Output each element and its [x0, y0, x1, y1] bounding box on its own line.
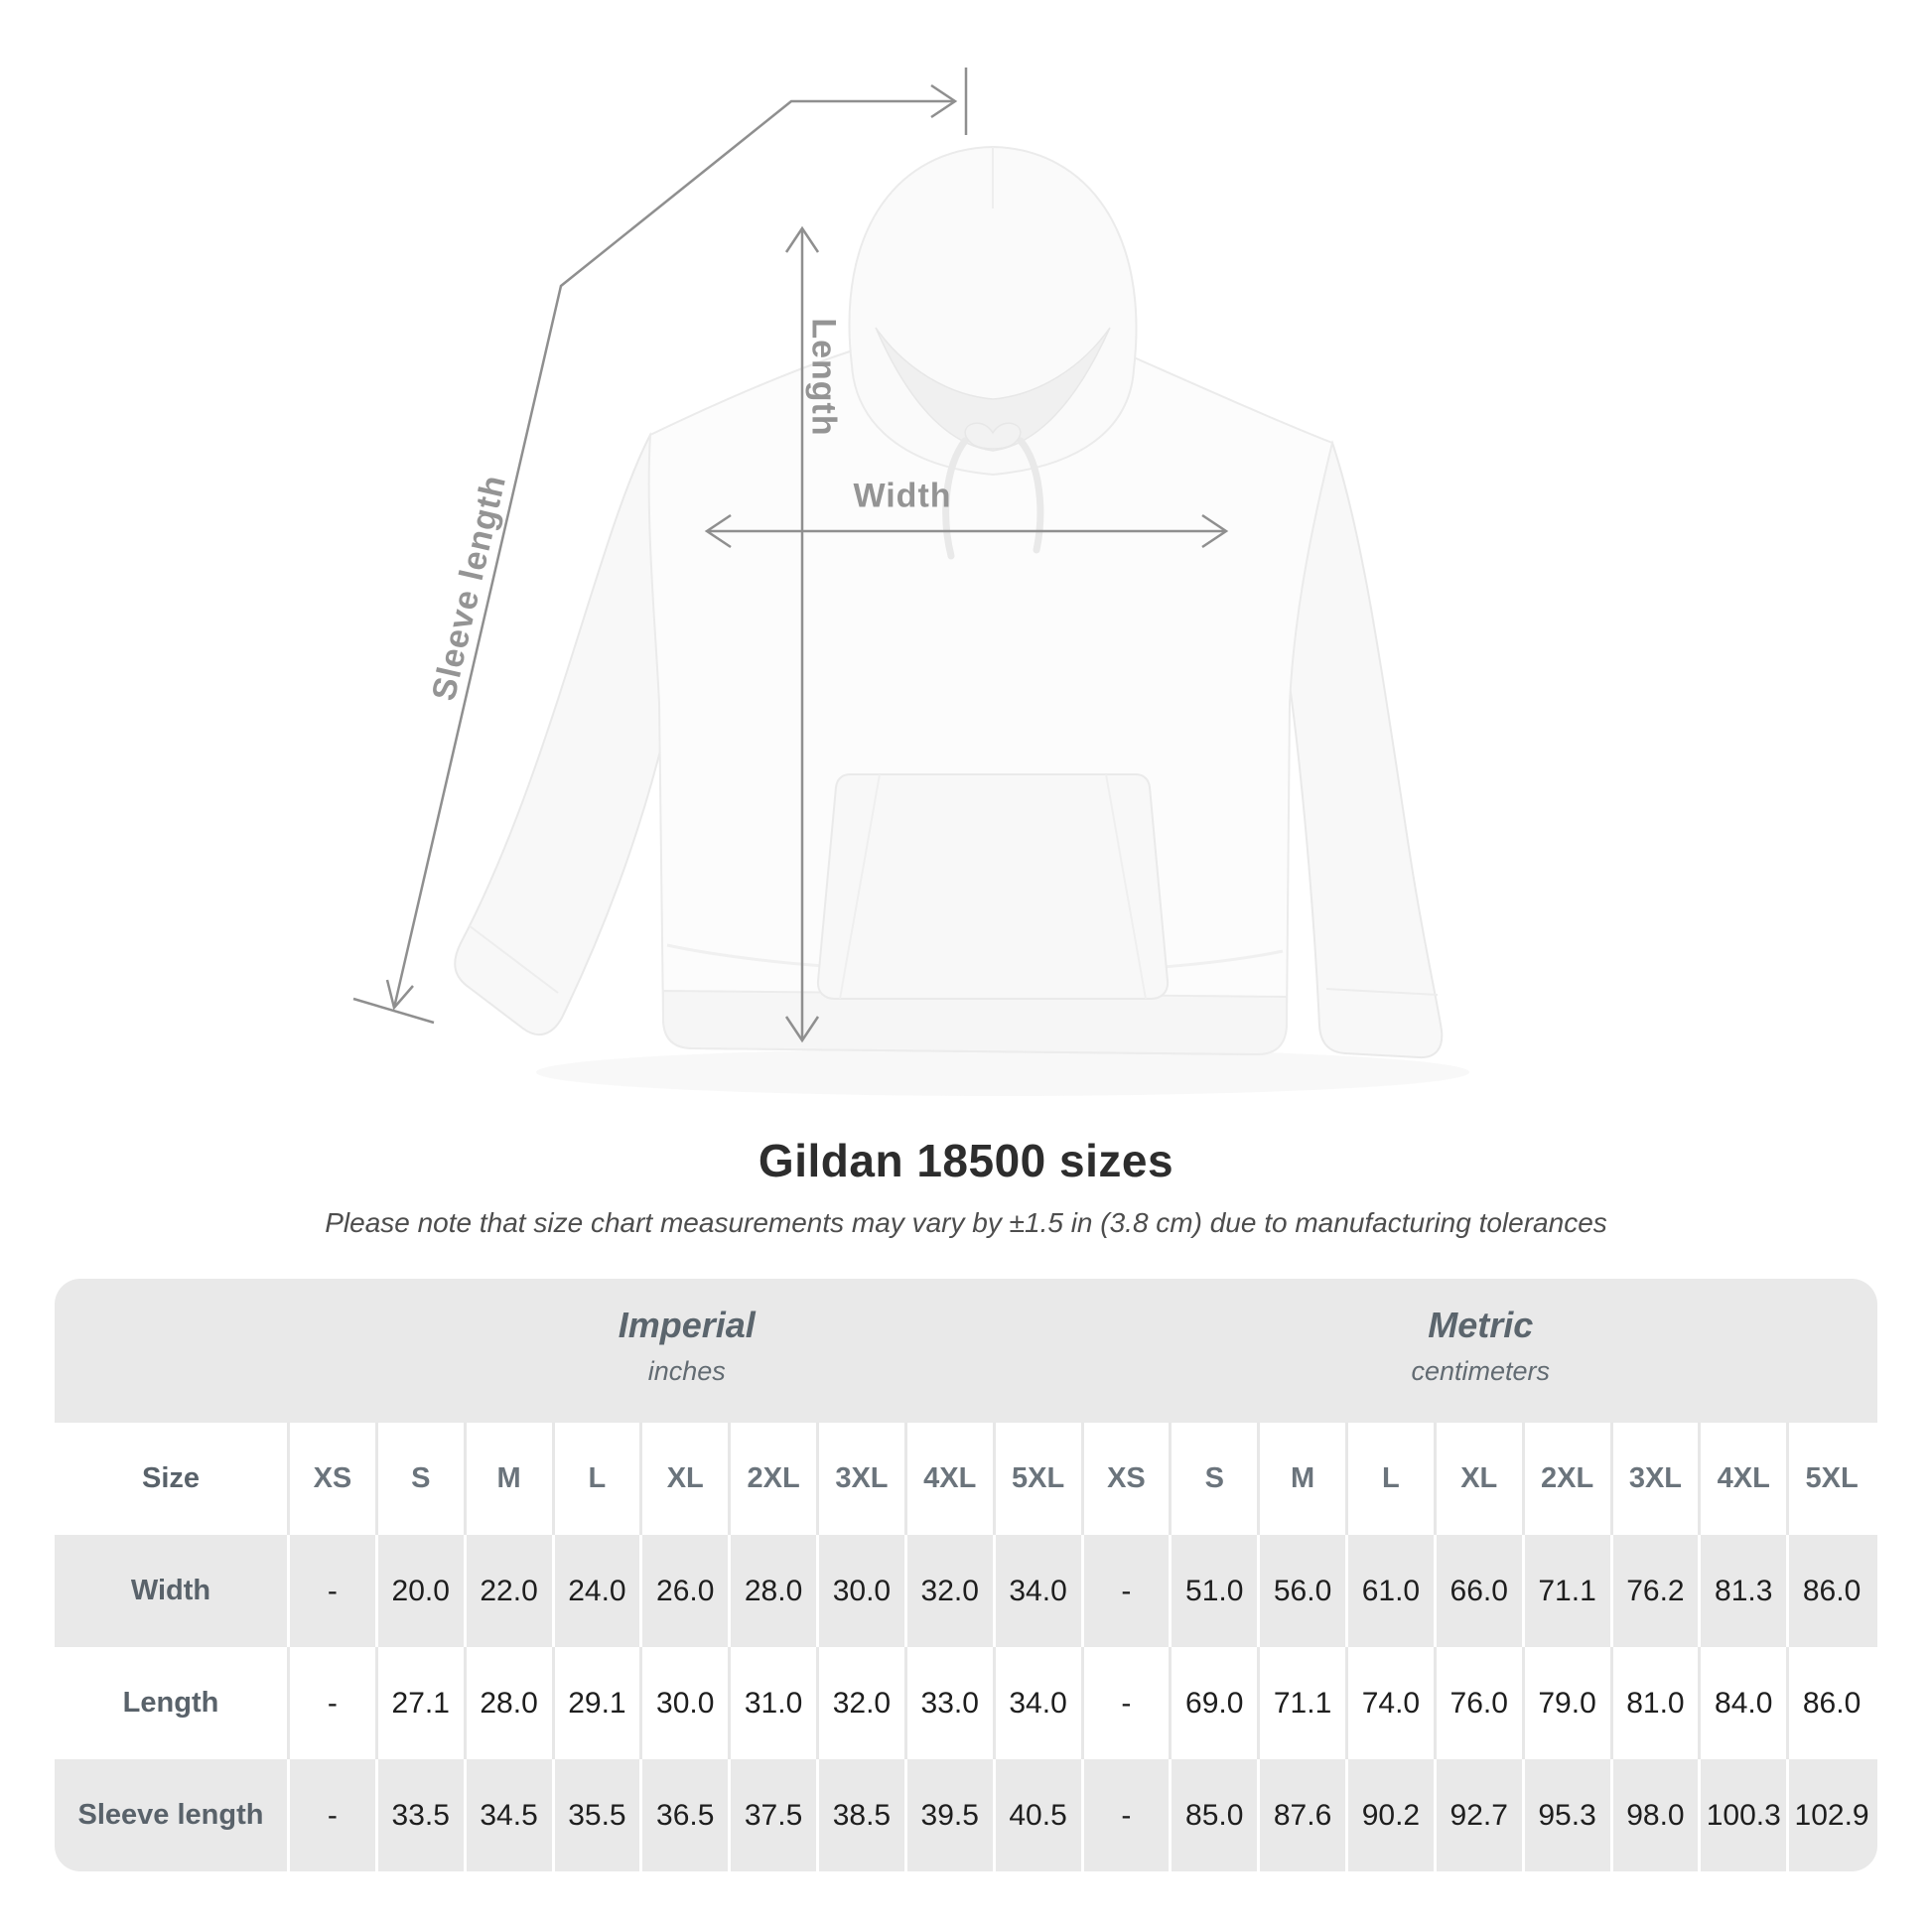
table-cell: 28.0: [467, 1647, 555, 1759]
width-measure-label: Width: [853, 477, 952, 515]
table-cell: 32.0: [907, 1535, 996, 1647]
page-subtitle: Please note that size chart measurements may vary by ±1.5 in (3.8 cm) due to manufacturing tolerances: [325, 1207, 1607, 1238]
table-cell: 92.7: [1437, 1759, 1525, 1871]
table-cell: 36.5: [642, 1759, 731, 1871]
table-cell: 32.0: [819, 1647, 907, 1759]
table-cell: 24.0: [555, 1535, 643, 1647]
size-header: XS: [290, 1423, 378, 1535]
table-cell: 39.5: [907, 1759, 996, 1871]
caption: [0, 1134, 1932, 1239]
table-cell: 81.0: [1613, 1647, 1702, 1759]
table-cell: 85.0: [1172, 1759, 1260, 1871]
table-cell: -: [1084, 1647, 1173, 1759]
table-cell: 35.5: [555, 1759, 643, 1871]
table-cell: 90.2: [1348, 1759, 1437, 1871]
page-title: Gildan 18500 sizes: [758, 1135, 1174, 1186]
unit-group-imperial: [290, 1279, 1084, 1387]
table-cell: 98.0: [1613, 1759, 1702, 1871]
size-header: M: [467, 1423, 555, 1535]
table-cell: 30.0: [642, 1647, 731, 1759]
table-cell: 33.5: [378, 1759, 467, 1871]
table-cell: -: [290, 1759, 378, 1871]
imperial-title: Imperial: [618, 1305, 756, 1345]
size-header: S: [1172, 1423, 1260, 1535]
table-cell: 86.0: [1789, 1535, 1877, 1647]
table-cell: -: [1084, 1759, 1173, 1871]
table-cell: 34.0: [996, 1647, 1084, 1759]
table-cell: 31.0: [731, 1647, 819, 1759]
table-cell: 95.3: [1525, 1759, 1613, 1871]
table-cell: 30.0: [819, 1535, 907, 1647]
size-header: M: [1260, 1423, 1348, 1535]
table-cell: 22.0: [467, 1535, 555, 1647]
table-cell: 102.9: [1789, 1759, 1877, 1871]
table-cell: 74.0: [1348, 1647, 1437, 1759]
table-cell: 38.5: [819, 1759, 907, 1871]
table-cell: 76.0: [1437, 1647, 1525, 1759]
table-cell: 37.5: [731, 1759, 819, 1871]
table-cell: 20.0: [378, 1535, 467, 1647]
table-cell: 76.2: [1613, 1535, 1702, 1647]
row-label: Width: [55, 1535, 290, 1647]
size-header: 5XL: [1789, 1423, 1877, 1535]
table-cell: 61.0: [1348, 1535, 1437, 1647]
table-cell: 26.0: [642, 1535, 731, 1647]
imperial-unit: inches: [647, 1356, 726, 1386]
table-cell: 56.0: [1260, 1535, 1348, 1647]
size-header: L: [555, 1423, 643, 1535]
table-cell: -: [290, 1647, 378, 1759]
size-header: S: [378, 1423, 467, 1535]
size-header: XS: [1084, 1423, 1173, 1535]
table-cell: 100.3: [1701, 1759, 1789, 1871]
size-header: 3XL: [1613, 1423, 1702, 1535]
size-header: 2XL: [1525, 1423, 1613, 1535]
table-cell: 81.3: [1701, 1535, 1789, 1647]
table-cell: 86.0: [1789, 1647, 1877, 1759]
size-header: 2XL: [731, 1423, 819, 1535]
table-cell: 69.0: [1172, 1647, 1260, 1759]
size-header: 4XL: [1701, 1423, 1789, 1535]
row-label: Sleeve length: [55, 1759, 290, 1871]
metric-unit: centimeters: [1411, 1356, 1551, 1386]
size-header: 5XL: [996, 1423, 1084, 1535]
size-header: XL: [1437, 1423, 1525, 1535]
table-cell: 71.1: [1525, 1535, 1613, 1647]
size-header: XL: [642, 1423, 731, 1535]
table-cell: 79.0: [1525, 1647, 1613, 1759]
table-cell: 34.5: [467, 1759, 555, 1871]
metric-title: Metric: [1428, 1305, 1534, 1345]
table-cell: 33.0: [907, 1647, 996, 1759]
unit-group-band: [55, 1279, 1877, 1423]
size-table: [55, 1279, 1877, 1871]
size-header: L: [1348, 1423, 1437, 1535]
table-cell: 34.0: [996, 1535, 1084, 1647]
table-cell: 51.0: [1172, 1535, 1260, 1647]
length-measure-label: Length: [804, 318, 843, 437]
table-cell: 40.5: [996, 1759, 1084, 1871]
row-label: Length: [55, 1647, 290, 1759]
size-header: 3XL: [819, 1423, 907, 1535]
size-column-header: Size: [55, 1423, 290, 1535]
table-cell: 29.1: [555, 1647, 643, 1759]
table-cell: 27.1: [378, 1647, 467, 1759]
unit-group-metric: [1084, 1279, 1878, 1387]
hoodie-garment: [455, 147, 1469, 1096]
table-cell: 28.0: [731, 1535, 819, 1647]
size-header: 4XL: [907, 1423, 996, 1535]
table-cell: 84.0: [1701, 1647, 1789, 1759]
table-cell: -: [290, 1535, 378, 1647]
table-cell: 66.0: [1437, 1535, 1525, 1647]
table-cell: -: [1084, 1535, 1173, 1647]
size-grid: [55, 1423, 1877, 1871]
table-cell: 87.6: [1260, 1759, 1348, 1871]
table-cell: 71.1: [1260, 1647, 1348, 1759]
sleeve-length-measure-label: Sleeve length: [424, 471, 514, 705]
